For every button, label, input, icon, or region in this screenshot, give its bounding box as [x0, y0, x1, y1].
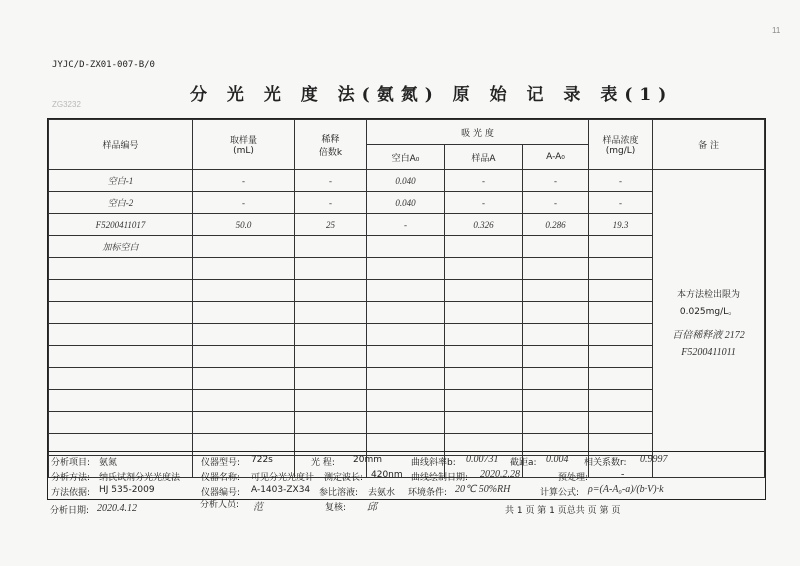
- remark-cell: 本方法检出限为 0.025mg/L。 百倍稀释液 2172 F5200411011: [653, 170, 765, 478]
- wavelength-label: 测定波长:: [324, 473, 364, 483]
- method-label: 分析方法:: [51, 473, 91, 483]
- pretreat-label: 预处理:: [558, 473, 589, 483]
- model-value: 722s: [251, 455, 273, 465]
- header-remark: 备 注: [653, 120, 765, 170]
- page-count: 共 1 页 第 1 页总共 页 第 页: [505, 506, 621, 516]
- env-label: 环境条件:: [408, 488, 448, 498]
- header-sample-volume: 取样量 (mL): [193, 120, 295, 170]
- ref-label: 参比溶液:: [319, 488, 359, 498]
- faded-stamp: ZG3232: [52, 100, 81, 109]
- path-value: 20mm: [353, 455, 382, 465]
- record-sheet: [47, 118, 766, 500]
- method-value: 纳氏试剂分光光度法: [99, 473, 181, 483]
- header-dilution: 稀释 倍数k: [295, 120, 367, 170]
- analysis-info: [48, 451, 764, 502]
- document-code: JYJC/D-ZX01-007-B/0: [52, 60, 155, 70]
- wavelength-value: 420nm: [371, 470, 403, 480]
- item-value: 氨氮: [99, 458, 118, 468]
- date-label: 分析日期:: [50, 506, 90, 516]
- header-absorbance: 吸 光 度: [367, 120, 589, 145]
- header-concentration: 样品浓度 (mg/L): [589, 120, 653, 170]
- curve-date-label: 曲线绘制日期:: [411, 473, 469, 483]
- inst-name-label: 仪器名称:: [201, 473, 241, 483]
- formula-label: 计算公式:: [540, 488, 580, 498]
- corner-mark: 11: [772, 26, 781, 35]
- curve-date-value: 2020.2.28: [480, 469, 520, 480]
- env-value: 20℃ 50%RH: [455, 484, 511, 495]
- path-label: 光 程:: [311, 458, 335, 468]
- table-row: 空白-2 - - 0.040 - - -: [49, 192, 765, 214]
- header-a-minus-a0: A-A₀: [523, 145, 589, 170]
- header-sample-id: 样品编号: [49, 120, 193, 170]
- slope-label: 曲线斜率b:: [411, 458, 456, 468]
- table-row: 空白-1 - - 0.040 - - - 本方法检出限为 0.025mg/L。 百倍稀释液 2172 F5200411011: [49, 170, 765, 192]
- inst-no-value: A-1403-ZX34: [251, 485, 311, 495]
- page-title: 分 光 光 度 法(氨氮) 原 始 记 录 表(1): [190, 85, 674, 105]
- slope-value: 0.00731: [466, 454, 499, 465]
- inst-no-label: 仪器编号:: [201, 488, 241, 498]
- model-label: 仪器型号:: [201, 458, 241, 468]
- formula-value: ρ=(A-A₀-a)/(b·V)·k: [588, 484, 664, 495]
- intercept-label: 截距a:: [510, 458, 537, 468]
- reviewer-signature: 邱: [367, 502, 377, 513]
- header-sample-a: 样品A: [445, 145, 523, 170]
- item-label: 分析项目:: [51, 458, 91, 468]
- pretreat-value: -: [621, 469, 625, 480]
- r-value: 0.9997: [640, 454, 668, 465]
- record-table: [48, 119, 765, 478]
- footer: [47, 500, 766, 520]
- inst-name-value: 可见分光光度计: [251, 473, 315, 483]
- table-row: F5200411017 50.0 25 - 0.326 0.286 19.3: [49, 214, 765, 236]
- r-label: 相关系数r:: [584, 458, 627, 468]
- analyst-label: 分析人员:: [200, 500, 240, 510]
- basis-value: HJ 535-2009: [99, 485, 155, 495]
- intercept-value: 0.004: [546, 454, 569, 465]
- analyst-signature: 范: [253, 502, 263, 513]
- basis-label: 方法依据:: [51, 488, 91, 498]
- table-row: 加标空白: [49, 236, 765, 258]
- header-blank: 空白A₀: [367, 145, 445, 170]
- reviewer-label: 复核:: [325, 503, 347, 513]
- ref-value: 去氨水: [368, 488, 396, 498]
- date-value: 2020.4.12: [97, 503, 137, 514]
